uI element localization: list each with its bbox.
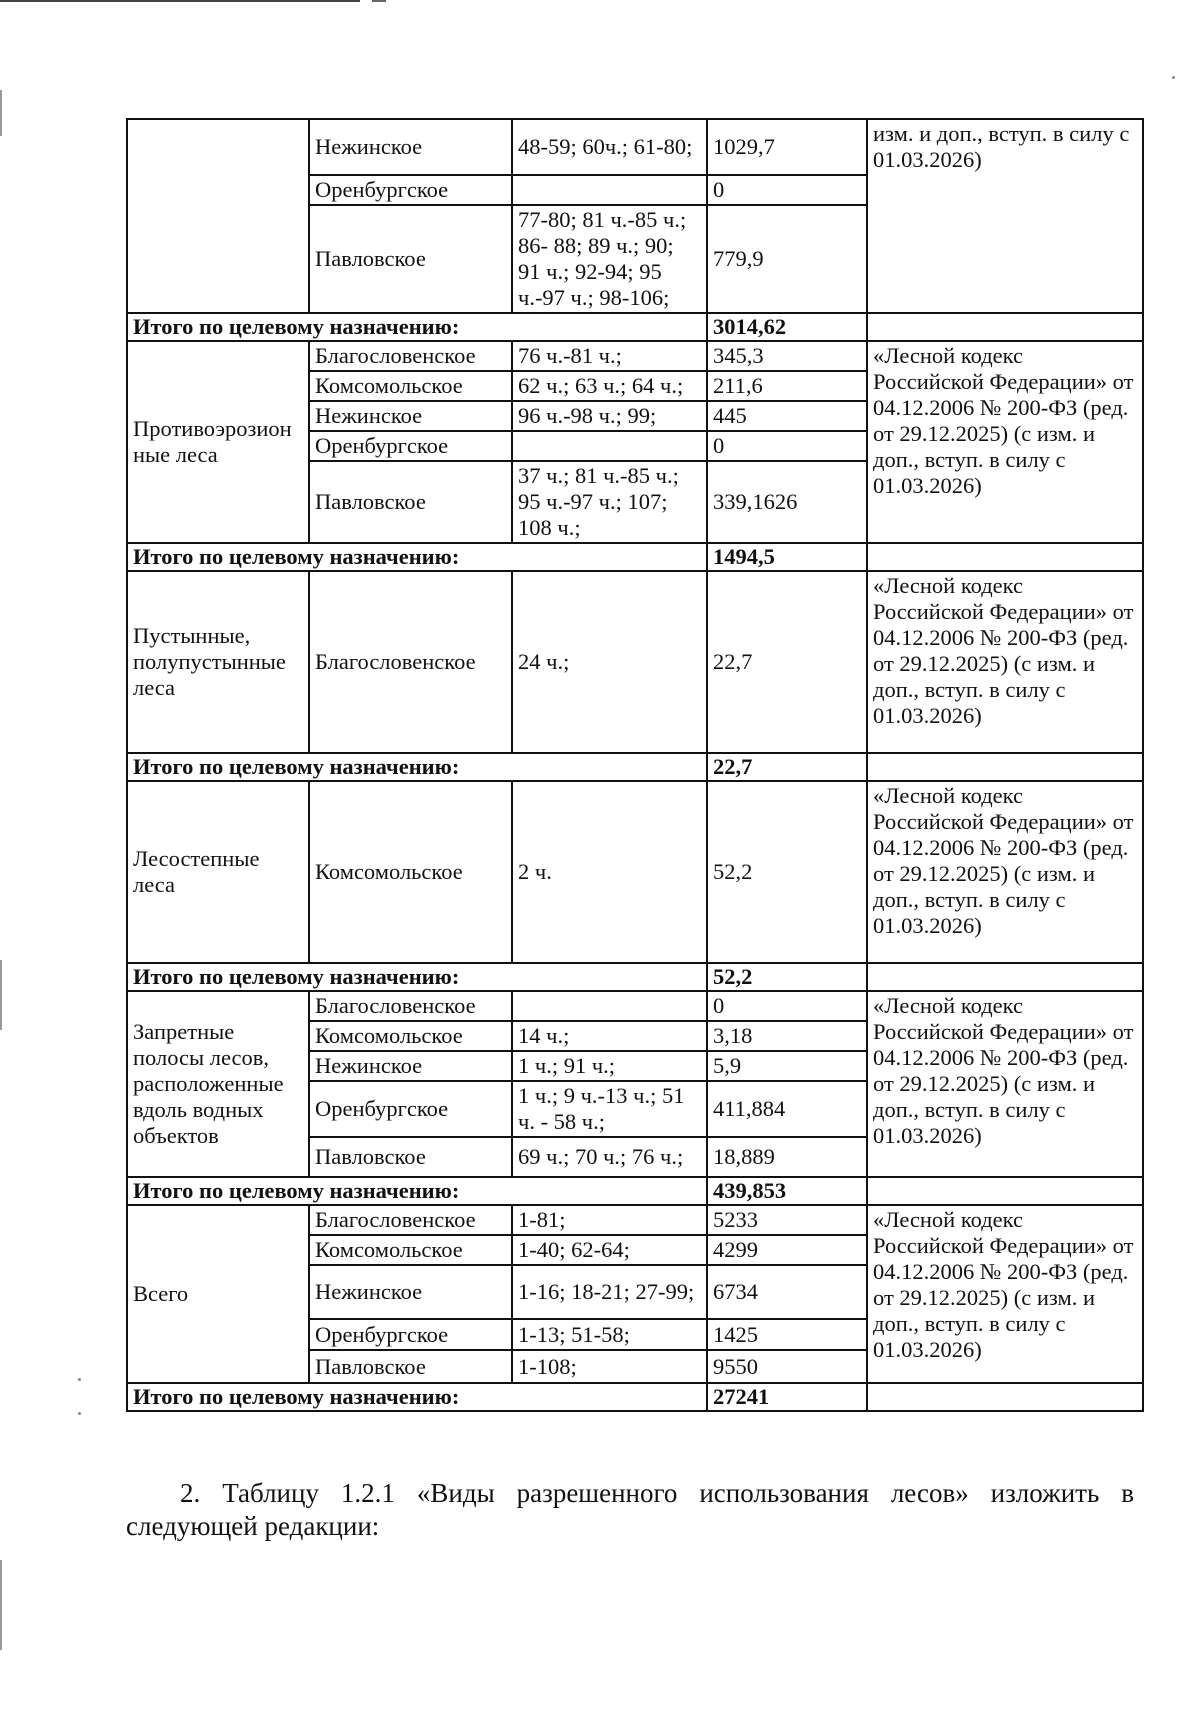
quarters-cell: 1-16; 18-21; 27-99; xyxy=(512,1265,707,1319)
area-cell: 6734 xyxy=(707,1265,867,1319)
legal-basis-cell: «Лесной кодекс Российской Федерации» от 04.12.2006 № 200-ФЗ (ред. от 29.12.2025) (с изм. и доп., вступ. в силу с 01.03.2026) xyxy=(867,781,1143,963)
total-row xyxy=(127,753,1143,781)
area-cell: 9550 xyxy=(707,1350,867,1383)
area-cell: 445 xyxy=(707,401,867,431)
quarters-cell: 48-59; 60ч.; 61-80; xyxy=(512,119,707,175)
quarters-cell: 1 ч.; 91 ч.; xyxy=(512,1051,707,1081)
table-row xyxy=(127,781,1143,963)
total-row xyxy=(127,1177,1143,1205)
category-cell: Всего xyxy=(127,1205,309,1383)
total-label: Итого по целевому назначению: xyxy=(127,1383,707,1411)
area-cell: 3,18 xyxy=(707,1021,867,1051)
quarters-cell: 14 ч.; xyxy=(512,1021,707,1051)
total-empty-cell xyxy=(867,1383,1143,1411)
total-empty-cell xyxy=(867,963,1143,991)
quarters-cell: 1-108; xyxy=(512,1350,707,1383)
forestry-cell: Нежинское xyxy=(309,1051,512,1081)
legal-basis-cell: «Лесной кодекс Российской Федерации» от 04.12.2006 № 200-ФЗ (ред. от 29.12.2025) (с изм. и доп., вступ. в силу с 01.03.2026) xyxy=(867,571,1143,753)
forestry-cell: Нежинское xyxy=(309,401,512,431)
quarters-cell: 1 ч.; 9 ч.-13 ч.; 51 ч. - 58 ч.; xyxy=(512,1081,707,1137)
quarters-cell: 24 ч.; xyxy=(512,571,707,753)
area-cell: 18,889 xyxy=(707,1137,867,1177)
forestry-cell: Нежинское xyxy=(309,1265,512,1319)
total-value: 27241 xyxy=(707,1383,867,1411)
scan-edge-line xyxy=(0,0,360,2)
table-row xyxy=(127,991,1143,1021)
forestry-cell: Оренбургское xyxy=(309,175,512,205)
forestry-cell: Нежинское xyxy=(309,119,512,175)
area-cell: 4299 xyxy=(707,1235,867,1265)
total-value: 1494,5 xyxy=(707,543,867,571)
legal-basis-cell: «Лесной кодекс Российской Федерации» от 04.12.2006 № 200-ФЗ (ред. от 29.12.2025) (с изм. и доп., вступ. в силу с 01.03.2026) xyxy=(867,991,1143,1177)
category-cell xyxy=(127,119,309,313)
table-row xyxy=(127,119,1143,175)
scan-speck xyxy=(78,1412,81,1415)
forestry-cell: Павловское xyxy=(309,1137,512,1177)
scan-speck xyxy=(78,1378,81,1381)
total-row xyxy=(127,543,1143,571)
category-cell: Пустынные, полупустынные леса xyxy=(127,571,309,753)
scan-edge-line xyxy=(372,0,386,2)
instruction-paragraph: 2. Таблицу 1.2.1 «Виды разрешенного использования лесов» изложить в следующей редакции: xyxy=(126,1478,1134,1541)
forestry-cell: Павловское xyxy=(309,1350,512,1383)
forestry-cell: Павловское xyxy=(309,205,512,313)
area-cell: 0 xyxy=(707,431,867,461)
area-cell: 779,9 xyxy=(707,205,867,313)
forestry-cell: Оренбургское xyxy=(309,431,512,461)
quarters-cell: 37 ч.; 81 ч.-85 ч.; 95 ч.-97 ч.; 107; 108 ч.; xyxy=(512,461,707,543)
area-cell: 1425 xyxy=(707,1319,867,1350)
total-label: Итого по целевому назначению: xyxy=(127,1177,707,1205)
legal-basis-cell: изм. и доп., вступ. в силу с 01.03.2026) xyxy=(867,119,1143,313)
total-value: 22,7 xyxy=(707,753,867,781)
forestry-cell: Павловское xyxy=(309,461,512,543)
legal-basis-cell: «Лесной кодекс Российской Федерации» от 04.12.2006 № 200-ФЗ (ред. от 29.12.2025) (с изм. и доп., вступ. в силу с 01.03.2026) xyxy=(867,1205,1143,1383)
forestry-cell: Благословенское xyxy=(309,341,512,371)
area-cell: 345,3 xyxy=(707,341,867,371)
area-cell: 339,1626 xyxy=(707,461,867,543)
forestry-cell: Оренбургское xyxy=(309,1081,512,1137)
quarters-cell: 2 ч. xyxy=(512,781,707,963)
table-row xyxy=(127,341,1143,371)
total-row xyxy=(127,313,1143,341)
total-label: Итого по целевому назначению: xyxy=(127,753,707,781)
quarters-cell xyxy=(512,175,707,205)
area-cell: 1029,7 xyxy=(707,119,867,175)
area-cell: 5,9 xyxy=(707,1051,867,1081)
area-cell: 0 xyxy=(707,175,867,205)
quarters-cell xyxy=(512,431,707,461)
area-cell: 0 xyxy=(707,991,867,1021)
table-row xyxy=(127,571,1143,753)
total-empty-cell xyxy=(867,543,1143,571)
quarters-cell: 1-13; 51-58; xyxy=(512,1319,707,1350)
area-cell: 5233 xyxy=(707,1205,867,1235)
quarters-cell: 96 ч.-98 ч.; 99; xyxy=(512,401,707,431)
total-value: 3014,62 xyxy=(707,313,867,341)
forestry-cell: Комсомольское xyxy=(309,371,512,401)
quarters-cell xyxy=(512,991,707,1021)
scan-edge-mark xyxy=(0,1560,2,1650)
total-label: Итого по целевому назначению: xyxy=(127,313,707,341)
forestry-cell: Комсомольское xyxy=(309,1235,512,1265)
legal-basis-cell: «Лесной кодекс Российской Федерации» от 04.12.2006 № 200-ФЗ (ред. от 29.12.2025) (с изм. и доп., вступ. в силу с 01.03.2026) xyxy=(867,341,1143,543)
scan-edge-mark xyxy=(0,960,2,1030)
quarters-cell: 69 ч.; 70 ч.; 76 ч.; xyxy=(512,1137,707,1177)
total-value: 52,2 xyxy=(707,963,867,991)
quarters-cell: 76 ч.-81 ч.; xyxy=(512,341,707,371)
scan-speck xyxy=(1172,76,1175,79)
total-empty-cell xyxy=(867,313,1143,341)
total-label: Итого по целевому назначению: xyxy=(127,963,707,991)
area-cell: 22,7 xyxy=(707,571,867,753)
quarters-cell: 62 ч.; 63 ч.; 64 ч.; xyxy=(512,371,707,401)
quarters-cell: 1-40; 62-64; xyxy=(512,1235,707,1265)
total-empty-cell xyxy=(867,1177,1143,1205)
forestry-cell: Оренбургское xyxy=(309,1319,512,1350)
table-row xyxy=(127,1205,1143,1235)
forestry-cell: Благословенское xyxy=(309,991,512,1021)
area-cell: 52,2 xyxy=(707,781,867,963)
total-row xyxy=(127,1383,1143,1411)
forestry-cell: Комсомольское xyxy=(309,1021,512,1051)
scan-edge-mark xyxy=(0,90,2,136)
quarters-cell: 77-80; 81 ч.-85 ч.; 86- 88; 89 ч.; 90; 91 ч.; 92-94; 95 ч.-97 ч.; 98-106; xyxy=(512,205,707,313)
area-cell: 411,884 xyxy=(707,1081,867,1137)
total-empty-cell xyxy=(867,753,1143,781)
category-cell: Запретные полосы лесов, расположенные вдоль водных объектов xyxy=(127,991,309,1177)
forest-purpose-table xyxy=(126,118,1144,1412)
total-label: Итого по целевому назначению: xyxy=(127,543,707,571)
total-value: 439,853 xyxy=(707,1177,867,1205)
category-cell: Лесостепные леса xyxy=(127,781,309,963)
quarters-cell: 1-81; xyxy=(512,1205,707,1235)
forestry-cell: Комсомольское xyxy=(309,781,512,963)
forestry-cell: Благословенское xyxy=(309,571,512,753)
area-cell: 211,6 xyxy=(707,371,867,401)
category-cell: Противоэрозионные леса xyxy=(127,341,309,543)
forestry-cell: Благословенское xyxy=(309,1205,512,1235)
total-row xyxy=(127,963,1143,991)
